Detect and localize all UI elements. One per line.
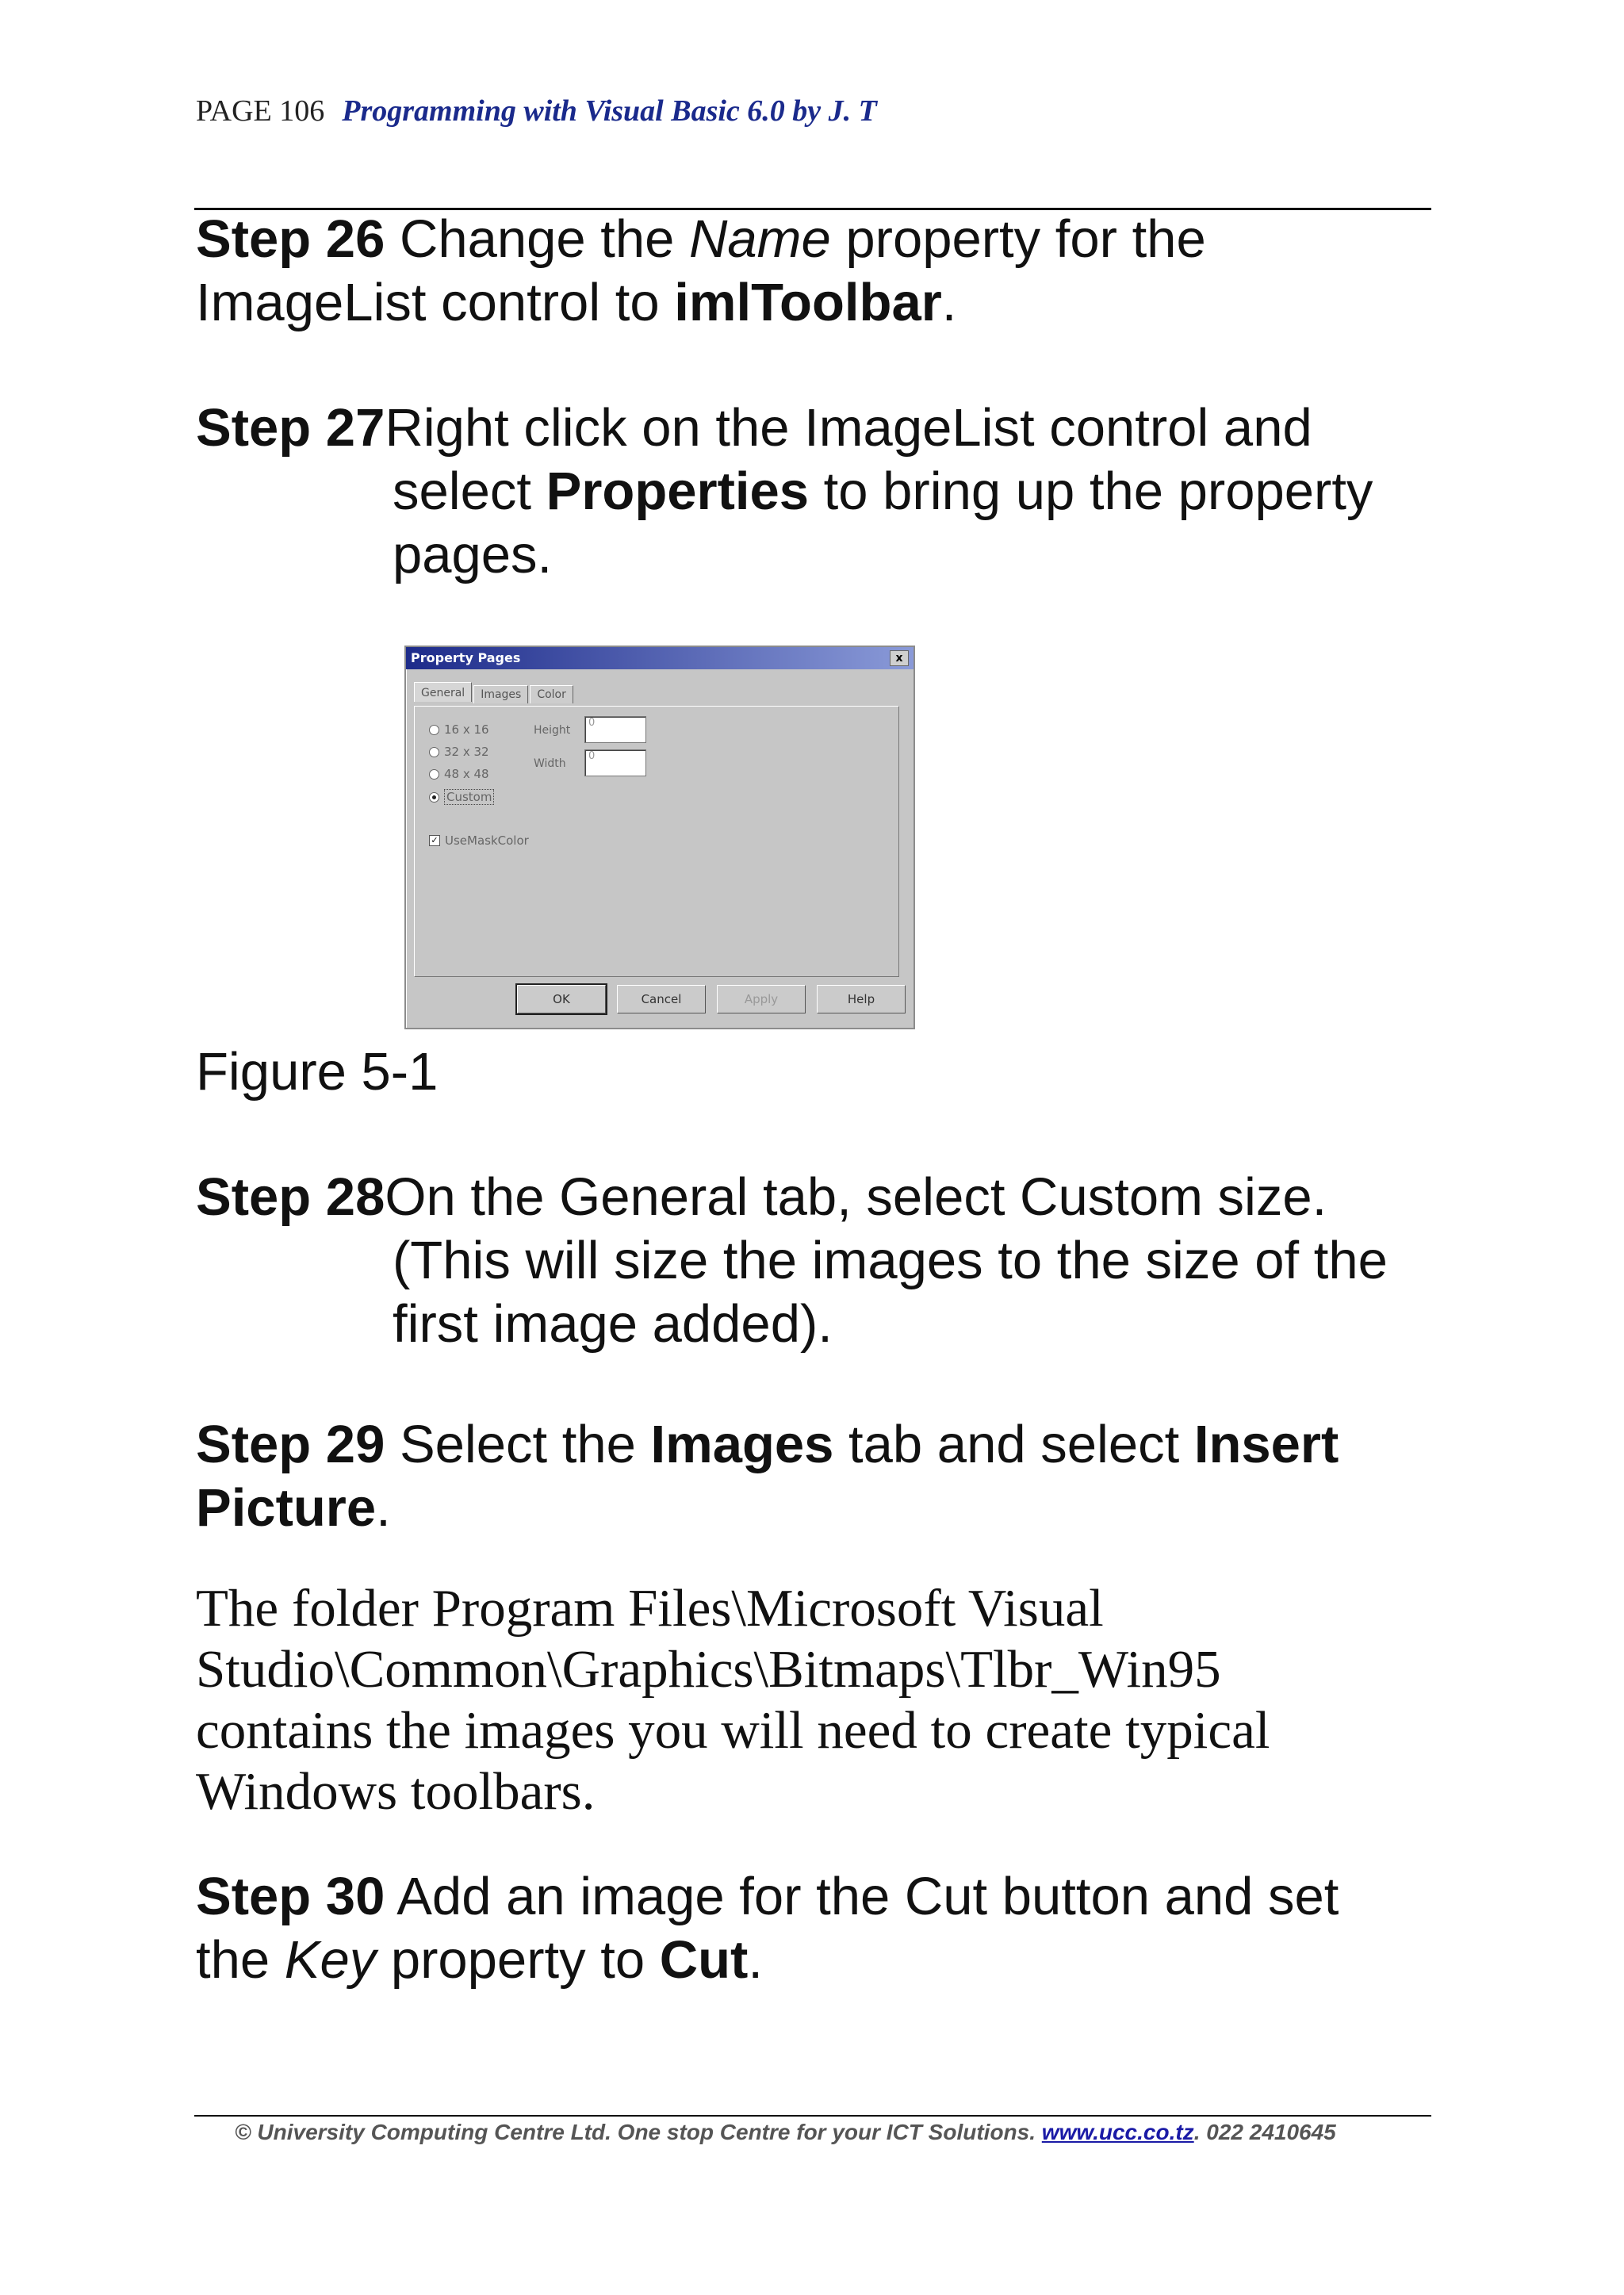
checkbox-label: UseMaskColor: [445, 833, 529, 848]
step-30-text: the: [196, 1930, 285, 1990]
radio-label: 16 x 16: [444, 722, 489, 737]
folder-paragraph: [196, 1578, 1270, 1822]
step-29-text: .: [376, 1478, 391, 1538]
step-26-text: Change the: [385, 209, 690, 269]
general-panel: [414, 706, 899, 977]
footer-text: © University Computing Centre Ltd. One stop Centre for your ICT Solutions.: [235, 2120, 1042, 2144]
radio-48x48[interactable]: [429, 767, 489, 781]
step-28-text: On the General tab, select Custom size.: [385, 1167, 1327, 1227]
step-26-text: property for the: [830, 209, 1206, 269]
page-footer: [235, 2120, 1336, 2145]
width-label: Width: [534, 757, 566, 770]
property-pages-dialog: [404, 646, 915, 1029]
step-30-text: .: [748, 1930, 763, 1990]
ok-button[interactable]: OK: [517, 985, 606, 1013]
radio-icon: [429, 769, 439, 780]
dialog-tabs: [414, 684, 575, 706]
tab-images[interactable]: Images: [473, 685, 528, 703]
cancel-button[interactable]: Cancel: [617, 985, 706, 1013]
radio-selected-icon: [429, 792, 439, 803]
step-28-label: Step 28: [196, 1167, 385, 1227]
paragraph-line: Windows toolbars.: [196, 1762, 596, 1821]
paragraph-line: Studio\Common\Graphics\Bitmaps\Tlbr_Win95: [196, 1640, 1221, 1699]
book-title: Programming with Visual Basic 6.0 by J. T: [342, 94, 877, 128]
step-26: [196, 208, 1206, 335]
tab-color[interactable]: Color: [530, 685, 573, 703]
use-mask-color-checkbox[interactable]: [429, 833, 529, 848]
footer-phone: . 022 2410645: [1193, 2120, 1336, 2144]
step-26-label: Step 26: [196, 209, 385, 269]
step-26-text: ImageList control to: [196, 273, 675, 332]
step-28: [196, 1166, 1388, 1356]
step-27-bold: Properties: [546, 462, 810, 521]
radio-16x16[interactable]: [429, 722, 489, 737]
step-27-text: select: [393, 462, 546, 521]
step-26-prop: Name: [689, 209, 831, 269]
width-field[interactable]: 0: [584, 749, 646, 776]
height-label: Height: [534, 724, 571, 737]
step-30-text: Add an image for the Cut button and set: [385, 1867, 1339, 1926]
step-30-label: Step 30: [196, 1867, 385, 1926]
step-27: [196, 397, 1373, 587]
tab-general[interactable]: General: [414, 682, 472, 702]
radio-icon: [429, 747, 439, 757]
checkmark-icon: ✓: [429, 835, 440, 846]
step-29-bold: Insert: [1193, 1415, 1339, 1474]
paragraph-line: contains the images you will need to create typical: [196, 1701, 1270, 1760]
radio-custom[interactable]: [429, 789, 494, 805]
step-27-label: Step 27: [196, 398, 385, 458]
figure-caption: Figure 5-1: [196, 1042, 439, 1102]
step-29-text: Select the: [385, 1415, 651, 1474]
height-field[interactable]: 0: [584, 716, 646, 743]
dialog-title: Property Pages: [411, 650, 521, 665]
step-30-text: property to: [376, 1930, 660, 1990]
step-29: [196, 1413, 1339, 1540]
step-28-text: first image added).: [393, 1294, 833, 1354]
page-header: [196, 94, 877, 128]
footer-link[interactable]: www.ucc.co.tz: [1041, 2120, 1194, 2144]
radio-label: Custom: [444, 789, 494, 805]
radio-label: 48 x 48: [444, 767, 489, 781]
radio-label: 32 x 32: [444, 745, 489, 759]
apply-button[interactable]: Apply: [717, 985, 806, 1013]
dialog-titlebar: [406, 647, 914, 669]
step-26-text: .: [941, 273, 957, 332]
step-30-value: Cut: [659, 1930, 749, 1990]
radio-32x32[interactable]: [429, 745, 489, 759]
page-number: PAGE 106: [196, 94, 325, 128]
footer-rule: [194, 2115, 1431, 2117]
step-26-value: imlToolbar: [674, 273, 942, 332]
step-27-text: Right click on the ImageList control and: [385, 398, 1312, 458]
step-29-bold: Picture: [196, 1478, 377, 1538]
paragraph-line: The folder Program Files\Microsoft Visual: [196, 1579, 1104, 1638]
step-27-text: to bring up the property: [809, 462, 1373, 521]
help-button[interactable]: Help: [817, 985, 906, 1013]
step-30: [196, 1865, 1339, 1992]
close-icon[interactable]: x: [890, 650, 909, 666]
step-29-label: Step 29: [196, 1415, 385, 1474]
step-29-bold: Images: [650, 1415, 834, 1474]
step-27-text: pages.: [393, 525, 553, 584]
step-29-text: tab and select: [833, 1415, 1194, 1474]
step-30-prop: Key: [284, 1930, 377, 1990]
radio-icon: [429, 725, 439, 735]
step-28-text: (This will size the images to the size of the: [393, 1231, 1388, 1290]
